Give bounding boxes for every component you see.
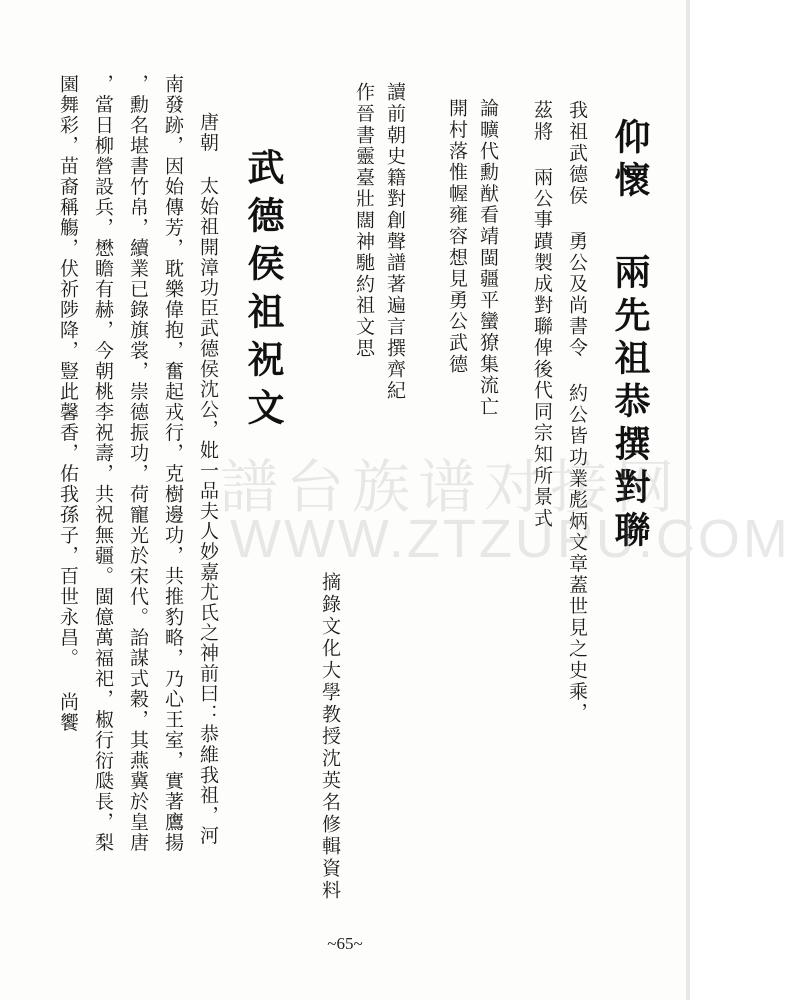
- site-watermark: [220, 440, 791, 570]
- prayer-line-5: 園舞彩，苗裔稱觴，伏祈陟降，豎此馨香，佑我孫子，百世永昌。 尚饗: [57, 74, 79, 733]
- prayer-title: 武德侯祖祝文: [241, 148, 285, 436]
- couplet-line-1: 論曠代勳猷看靖閩疆平蠻獠集流亡: [477, 98, 499, 418]
- watermark-url: WWW.ZTZUPU.COM: [230, 509, 791, 569]
- couplet-line-4: 作晉書靈臺壯闊神馳約祖文思: [353, 82, 375, 359]
- prayer-line-1: 唐朝 太始祖開漳功臣武德侯沈公，妣一品夫人妙嘉尤氏之神前曰：恭維我祖，河: [197, 112, 219, 846]
- source-note: 摘錄文化大學教授沈英名修輯資料: [319, 572, 341, 902]
- intro-line-1: 我祖武德侯 勇公及尚書令 約公皆功業彪炳文章蓋世見之史乘，: [566, 100, 588, 724]
- scan-edge: [686, 0, 690, 1000]
- couplet-title: 仰懷 兩先祖恭撰對聯: [609, 118, 651, 554]
- watermark-chinese: 譜台族谱对接网: [220, 453, 683, 521]
- intro-line-2: 茲將 兩公事蹟製成對聯俾後代同宗知所景式: [531, 100, 553, 529]
- couplet-line-2: 開村落惟幄雍容想見勇公武德: [446, 98, 468, 375]
- prayer-line-3: ，勳名堪書竹帛，續業已錄旗裳，崇德振功，荷寵光於宋代。詒謀式穀，其燕冀於皇唐: [127, 74, 149, 853]
- couplet-line-3: 讀前朝史籍對創聲譜著遍言撰齊紀: [384, 82, 406, 402]
- page-number: ~65~: [327, 934, 363, 953]
- prayer-line-4: ，當日柳營設兵，懋瞻有赫，今朝桃李祝壽，共祝無疆。閩億萬福祀，椒行衍瓞長，梨: [92, 74, 114, 853]
- prayer-line-2: 南發跡，因始傳芳，耽樂偉抱，奮起戎行，克樹邊功，共推豹略，乃心王室，實著鷹揚: [162, 74, 184, 853]
